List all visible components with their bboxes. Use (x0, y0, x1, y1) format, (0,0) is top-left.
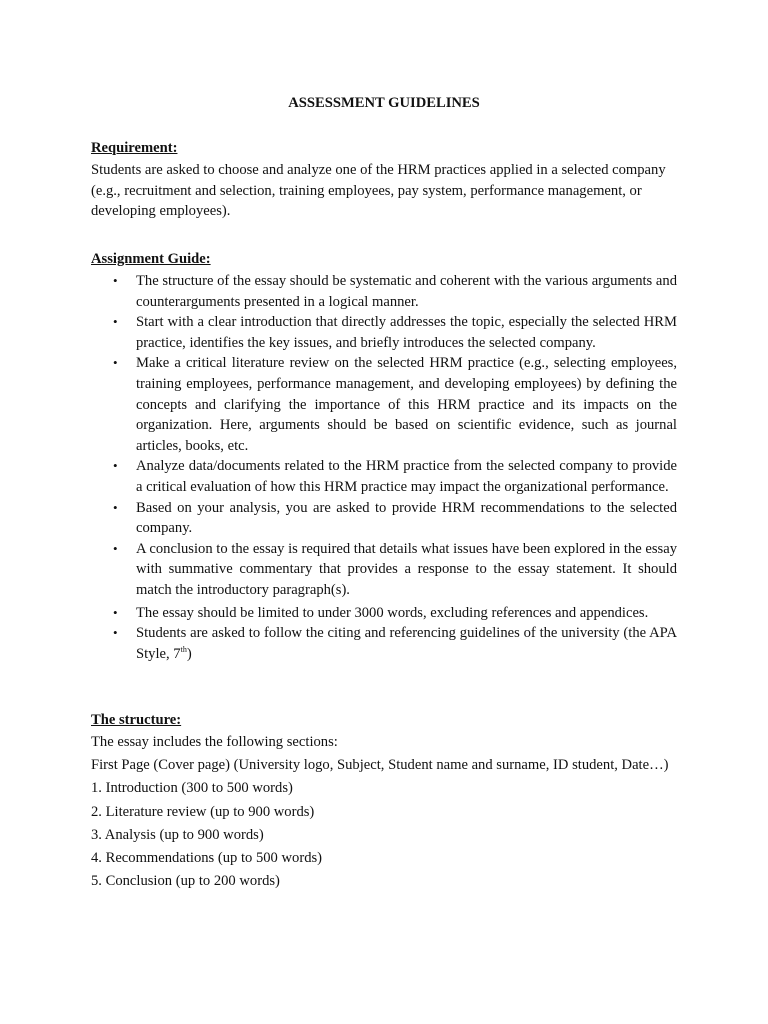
bullet-icon: • (113, 314, 118, 330)
bullet-icon: • (113, 625, 118, 641)
assignment-guide-section (91, 249, 677, 664)
list-item-suffix: ) (186, 645, 192, 662)
section-line: 4. Recommendations (up to 500 words) (91, 849, 323, 866)
requirement-section (91, 138, 677, 222)
structure-section (91, 710, 677, 894)
list-item-text: Make a critical literature review on the selected HRM practice (e.g., selecting employees, training employees, performance management, and developing employees) by defining the concepts and clarifying the importance of this HRM practice and its impacts on the organization. Here, arguments should be based on scientific evidence, such as journal articles, books, etc. (136, 355, 677, 454)
list-item-text: A conclusion to the essay is required that details what issues have been explored in the essay with summative commentary that provides a response to the essay statement. It should match the introductory paragraph(s). (136, 540, 677, 598)
list-item-text: The essay should be limited to under 3000 words, excluding references and appendices. (136, 604, 649, 621)
cover-page-line: First Page (Cover page) (University logo, Subject, Student name and surname, ID student, Date…) (91, 757, 669, 774)
structure-intro: The essay includes the following sections: (91, 734, 338, 750)
list-item (91, 539, 677, 601)
list-item (91, 353, 677, 456)
ordinal-superscript: th (180, 644, 187, 654)
bullet-icon: • (113, 540, 118, 556)
bullet-icon: • (113, 458, 118, 474)
requirement-text: Students are asked to choose and analyze one of the HRM practices applied in a selected company (e.g., recruitment and selection, training employees, pay system, performance management, or developing employees). (91, 162, 666, 220)
list-item (91, 456, 677, 497)
section-line: 5. Conclusion (up to 200 words) (91, 873, 280, 890)
list-item-text: Students are asked to follow the citing and referencing guidelines of the university (the APA Style, 7 (136, 625, 677, 662)
assignment-guide-heading: Assignment Guide: (91, 251, 211, 267)
list-item-text: Based on your analysis, you are asked to provide HRM recommendations to the selected company. (136, 499, 677, 537)
bullet-icon: • (113, 273, 118, 288)
structure-heading: The structure: (91, 712, 182, 728)
bullet-icon: • (113, 355, 118, 371)
bullet-icon: • (113, 499, 118, 515)
document-title: ASSESSMENT GUIDELINES (288, 95, 480, 111)
list-item (91, 312, 677, 353)
section-line: 1. Introduction (300 to 500 words) (91, 780, 293, 797)
list-item (91, 603, 677, 624)
bullet-icon: • (113, 604, 118, 620)
list-item (91, 498, 677, 539)
list-item (91, 623, 677, 664)
section-line: 2. Literature review (up to 900 words) (91, 803, 315, 820)
list-item-text: Start with a clear introduction that directly addresses the topic, especially the selected HRM practice, identifies the key issues, and briefly introduces the selected company. (136, 314, 677, 351)
section-line: 3. Analysis (up to 900 words) (91, 826, 264, 843)
list-item-text: The structure of the essay should be systematic and coherent with the various arguments and counterarguments presented in a logical manner. (136, 273, 677, 310)
assignment-guide-list (91, 271, 677, 664)
requirement-heading: Requirement: (91, 140, 178, 156)
list-item-text: Analyze data/documents related to the HRM practice from the selected company to provide a critical evaluation of how this HRM practice may impact the organizational performance. (136, 458, 677, 495)
list-item (91, 271, 677, 312)
